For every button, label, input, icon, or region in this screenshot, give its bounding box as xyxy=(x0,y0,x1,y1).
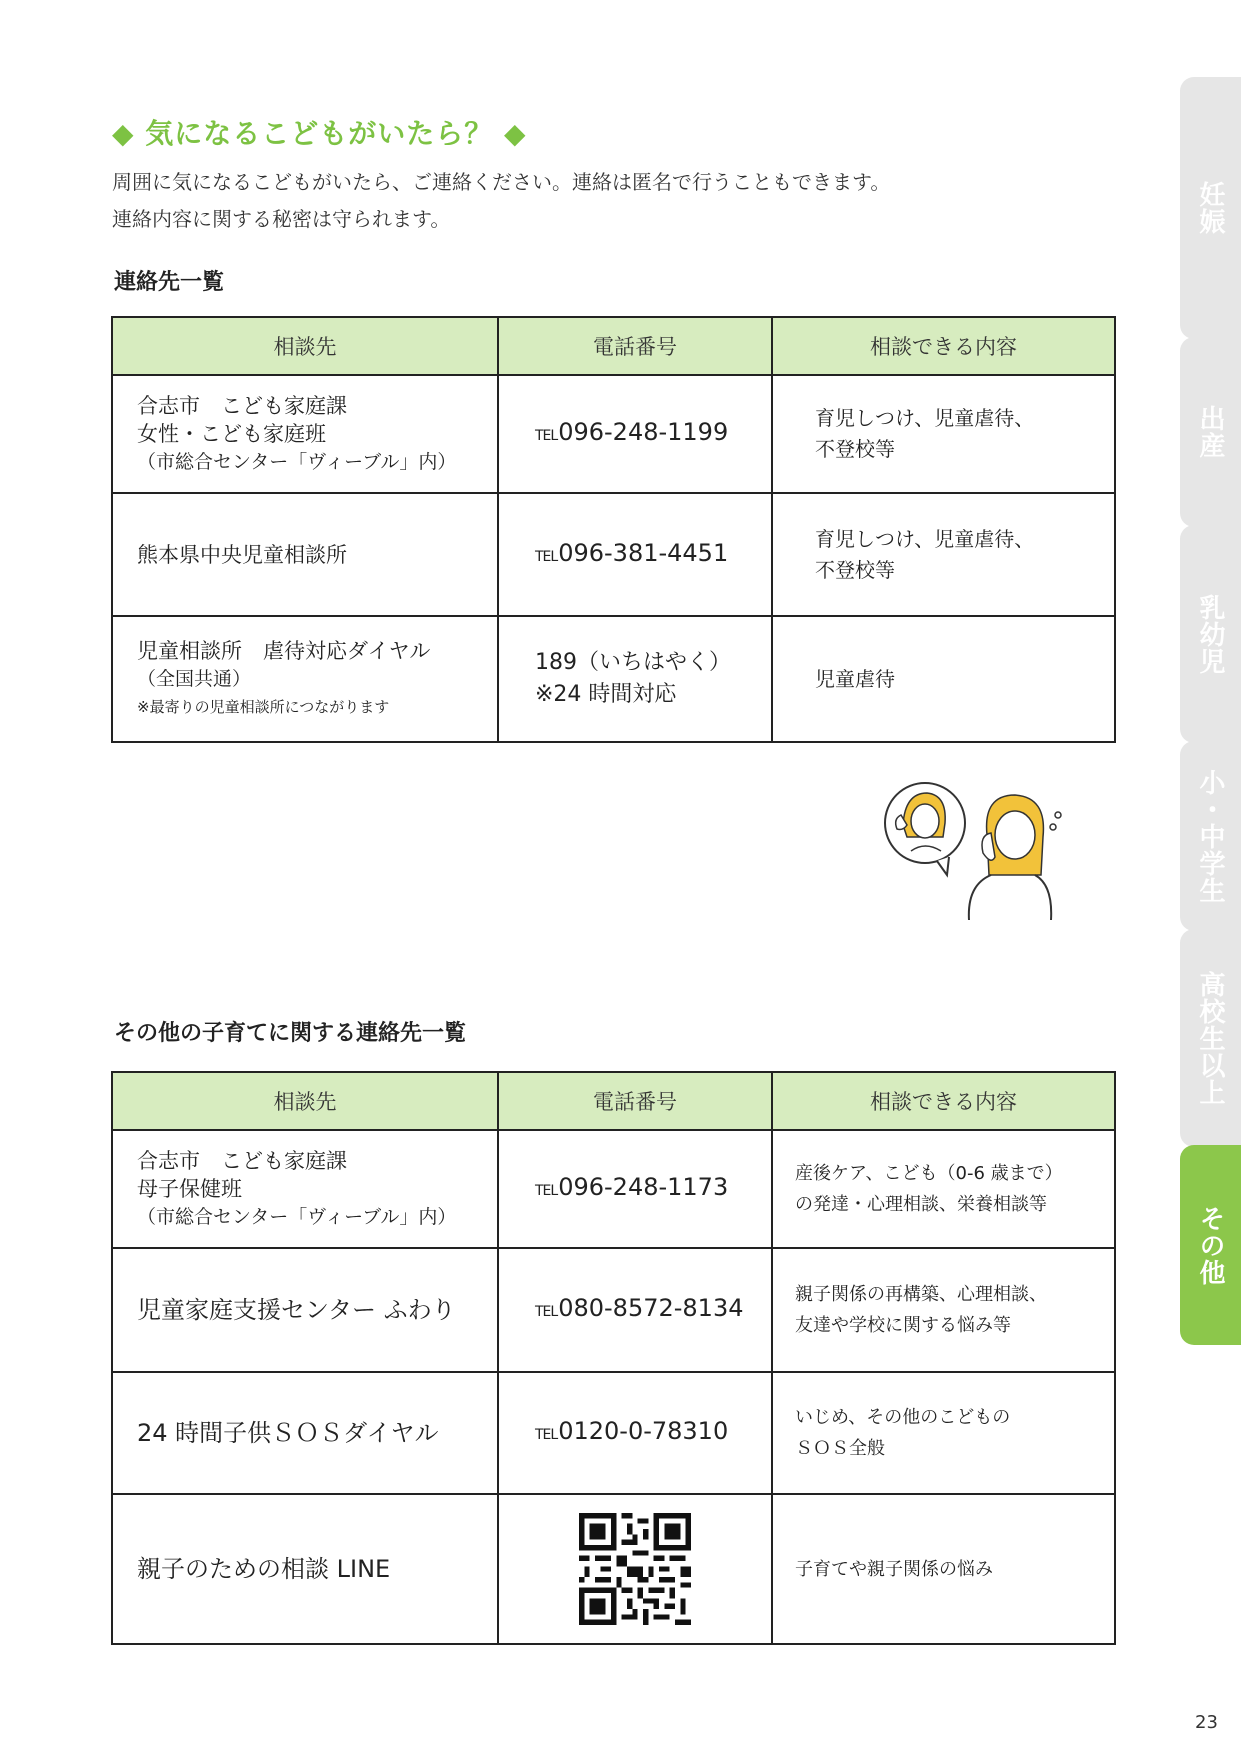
contact-phone xyxy=(498,616,772,742)
name-line: 親子のための相談 LINE xyxy=(137,1554,391,1583)
table-row xyxy=(112,375,1115,493)
desc-line: の発達・心理相談、栄養相談等 xyxy=(795,1194,1047,1215)
tel-prefix: TEL xyxy=(535,1427,558,1443)
phone-call-illustration xyxy=(875,775,1065,925)
contact-description xyxy=(772,1130,1115,1248)
phone-number: 096-381-4451 xyxy=(558,538,729,567)
contact-phone xyxy=(498,493,772,616)
phone-number: 096-248-1199 xyxy=(558,418,729,446)
name-sub: （全国共通） xyxy=(137,668,252,690)
header-content: 相談できる内容 xyxy=(772,1072,1115,1130)
name-note: ※最寄りの児童相談所につながります xyxy=(137,698,390,716)
table-row xyxy=(112,1130,1115,1248)
tab-pregnancy[interactable] xyxy=(1180,77,1241,339)
desc-line: 不登校等 xyxy=(815,557,895,582)
contact-name xyxy=(112,493,498,616)
tab-label: 小・中学生 xyxy=(1195,768,1225,904)
table1-title: 連絡先一覧 xyxy=(114,270,225,295)
section-heading: ◆ 気になるこどもがいたら？ ◆ xyxy=(112,117,527,150)
name-line: 母子保健班 xyxy=(137,1177,242,1201)
header-phone: 電話番号 xyxy=(498,317,772,375)
tab-high-school[interactable] xyxy=(1180,929,1241,1147)
contact-description xyxy=(772,616,1115,742)
contact-name xyxy=(112,616,498,742)
tab-label: 出産 xyxy=(1195,405,1225,459)
contact-phone xyxy=(498,1248,772,1372)
contact-description xyxy=(772,375,1115,493)
table-row xyxy=(112,1494,1115,1644)
tel-prefix: TEL xyxy=(535,1304,558,1320)
name-line: 熊本県中央児童相談所 xyxy=(137,542,347,567)
name-line: 24 時間子供ＳＯＳダイヤル xyxy=(137,1418,439,1447)
tab-label: 妊娠 xyxy=(1195,181,1225,235)
phone-number: 0120-0-78310 xyxy=(558,1417,729,1445)
phone-number: 080-8572-8134 xyxy=(558,1294,744,1322)
table2-title: その他の子育てに関する連絡先一覧 xyxy=(114,1021,467,1046)
table-row xyxy=(112,1372,1115,1494)
desc-line: 育児しつけ、児童虐待、 xyxy=(815,406,1035,430)
intro-line-1: 周囲に気になるこどもがいたら、ご連絡ください。連絡は匿名で行うこともできます。 xyxy=(112,170,891,194)
name-sub: （市総合センター「ヴィーブル」内） xyxy=(137,1206,457,1228)
contact-phone xyxy=(498,1130,772,1248)
header-consultation: 相談先 xyxy=(112,1072,498,1130)
name-line: 女性・こども家庭班 xyxy=(137,422,326,446)
table-header-row xyxy=(112,1072,1115,1130)
desc-line: 産後ケア、こども（0-6 歳まで） xyxy=(795,1163,1063,1184)
contact-phone xyxy=(498,375,772,493)
contact-description xyxy=(772,493,1115,616)
tel-prefix: TEL xyxy=(535,1183,558,1199)
phone-line: 189（いちはやく） xyxy=(535,650,731,675)
contact-name xyxy=(112,375,498,493)
contact-name xyxy=(112,1372,498,1494)
contact-table-2 xyxy=(111,1071,1116,1645)
contact-description xyxy=(772,1248,1115,1372)
contact-description xyxy=(772,1494,1115,1644)
name-line: 児童相談所 虐待対応ダイヤル xyxy=(137,639,431,663)
desc-line: 児童虐待 xyxy=(815,666,895,691)
desc-line: 親子関係の再構築、心理相談、 xyxy=(795,1284,1047,1305)
name-line: 合志市 こども家庭課 xyxy=(137,394,347,418)
intro-line-2: 連絡内容に関する秘密は守られます。 xyxy=(112,207,451,231)
desc-line: 育児しつけ、児童虐待、 xyxy=(815,526,1035,551)
contact-description xyxy=(772,1372,1115,1494)
desc-line: いじめ、その他のこどもの xyxy=(795,1407,1011,1428)
phone-line: ※24 時間対応 xyxy=(535,682,677,707)
tab-label: 高校生以上 xyxy=(1195,970,1225,1106)
tab-infant[interactable] xyxy=(1180,525,1241,743)
tel-prefix: TEL xyxy=(535,548,558,565)
header-phone: 電話番号 xyxy=(498,1072,772,1130)
desc-line: 子育てや親子関係の悩み xyxy=(795,1558,993,1580)
phone-number: 096-248-1173 xyxy=(558,1173,729,1201)
table-row xyxy=(112,493,1115,616)
desc-line: 不登校等 xyxy=(815,437,895,461)
desc-line: ＳＯＳ全般 xyxy=(795,1438,885,1459)
name-sub: （市総合センター「ヴィーブル」内） xyxy=(137,451,457,473)
name-line: 児童家庭支援センター ふわり xyxy=(137,1295,456,1324)
contact-table-1 xyxy=(111,316,1116,743)
tel-prefix: TEL xyxy=(535,428,558,444)
table-row xyxy=(112,616,1115,742)
tab-label: 乳幼児 xyxy=(1195,593,1225,675)
desc-line: 友達や学校に関する悩み等 xyxy=(795,1315,1011,1336)
contact-name xyxy=(112,1248,498,1372)
page-number: 23 xyxy=(1195,1712,1218,1733)
table-row xyxy=(112,1248,1115,1372)
tab-label: その他 xyxy=(1195,1204,1225,1286)
contact-name xyxy=(112,1494,498,1644)
tab-childbirth[interactable] xyxy=(1180,337,1241,527)
contact-phone xyxy=(498,1372,772,1494)
tab-elementary-junior-high[interactable] xyxy=(1180,741,1241,931)
contact-name xyxy=(112,1130,498,1248)
table-header-row xyxy=(112,317,1115,375)
header-consultation: 相談先 xyxy=(112,317,498,375)
name-line: 合志市 こども家庭課 xyxy=(137,1149,347,1173)
qr-code-icon[interactable] xyxy=(579,1513,691,1625)
tab-other[interactable] xyxy=(1180,1145,1241,1345)
contact-qr-cell xyxy=(498,1494,772,1644)
header-content: 相談できる内容 xyxy=(772,317,1115,375)
